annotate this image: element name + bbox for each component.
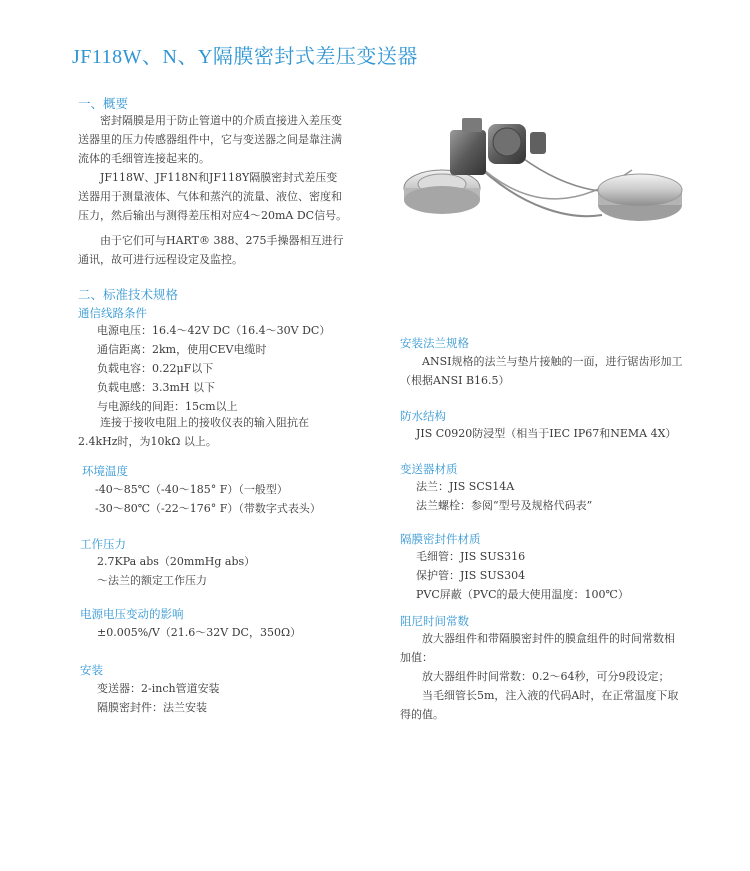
overview-paragraph-2: JF118W、JF118N和JF118Y隔膜密封式差压变送器用于测量液体、气体和蒸汽的流量、液位、密度和压力，然后输出与测得差压相对应4～20mA DC信号。 [78,171,348,222]
flange-text-body: ANSI规格的法兰与垫片接触的一面，进行锯齿形加工（根据ANSI B16.5） [400,355,683,387]
pressure-heading: 工作压力 [80,539,126,551]
install-line-1: 变送器：2-inch管道安装 [97,682,220,695]
damping-paragraph-3: 当毛细管长5m，注入液的代码A时，在正常温度下取得的值。 [400,689,679,721]
comm-line-2: 通信距离：2km，使用CEV电缆时 [97,343,267,356]
material-line-1: 法兰：JIS SCS14A [416,480,515,493]
comm-note [78,413,348,451]
flange-heading: 安装法兰规格 [400,338,469,350]
comm-line-3: 负载电容：0.22μF以下 [97,362,214,375]
voltage-heading: 电源电压变动的影响 [80,609,184,621]
transmitter-product-image [402,110,692,240]
overview-paragraph-1: 密封隔膜是用于防止管道中的介质直接进入差压变送器里的压力传感器组件中，它与变送器之间是靠注满流体的毛细管连接起来的。 [78,114,342,165]
waterproof-heading: 防水结构 [400,411,446,423]
damping-text [400,629,685,724]
seal-material-line-3: PVC屏蔽（PVC的最大使用温度：100℃） [416,588,629,601]
overview-paragraph-3: 由于它们可与HART® 388、275手操器相互进行通讯，故可进行远程设定及监控。 [78,234,344,266]
flange-text [400,352,690,390]
comm-line-5: 与电源线的间距：15cm以上 [97,400,238,413]
waterproof-line-1: JIS C0920防浸型（相当于IEC IP67和NEMA 4X） [416,427,677,440]
seal-material-line-2: 保护管：JIS SUS304 [416,569,526,582]
seal-material-line-1: 毛细管：JIS SUS316 [416,550,526,563]
material-line-2: 法兰螺栓：参阅“型号及规格代码表” [416,499,593,512]
comm-note-text: 连接于接收电阻上的接收仪表的输入阻抗在2.4kHz时，为10kΩ 以上。 [78,416,309,448]
overview-heading: 一、概要 [78,97,129,111]
overview-text [78,111,348,269]
pressure-line-2: ～法兰的额定工作压力 [97,574,207,587]
comm-line-4: 负载电感：3.3mH 以下 [97,381,216,394]
temp-heading: 环境温度 [82,466,128,478]
pressure-line-1: 2.7KPa abs（20mmHg abs） [97,555,256,568]
temp-line-2: -30～80℃（-22～176° F）（带数字式表头） [95,502,321,515]
comm-line-1: 电源电压：16.4～42V DC（16.4～30V DC） [97,324,331,337]
temp-line-1: -40～85℃（-40～185° F）（一般型） [95,483,288,496]
damping-paragraph-2: 放大器组件时间常数：0.2～64秒，可分9段设定； [422,670,670,683]
damping-paragraph-1: 放大器组件和带隔膜密封件的膜盒组件的时间常数相加值： [400,632,675,664]
page-title: JF118W、N、Y隔膜密封式差压变送器 [72,46,418,68]
install-heading: 安装 [80,665,103,677]
comm-heading: 通信线路条件 [78,308,147,320]
seal-material-heading: 隔膜密封件材质 [400,534,481,546]
voltage-line-1: ±0.005%/V（21.6～32V DC，350Ω） [97,626,302,639]
install-line-2: 隔膜密封件：法兰安装 [97,701,207,714]
damping-heading: 阻尼时间常数 [400,616,469,628]
material-heading: 变送器材质 [400,464,458,476]
specs-heading: 二、标准技术规格 [78,288,179,302]
